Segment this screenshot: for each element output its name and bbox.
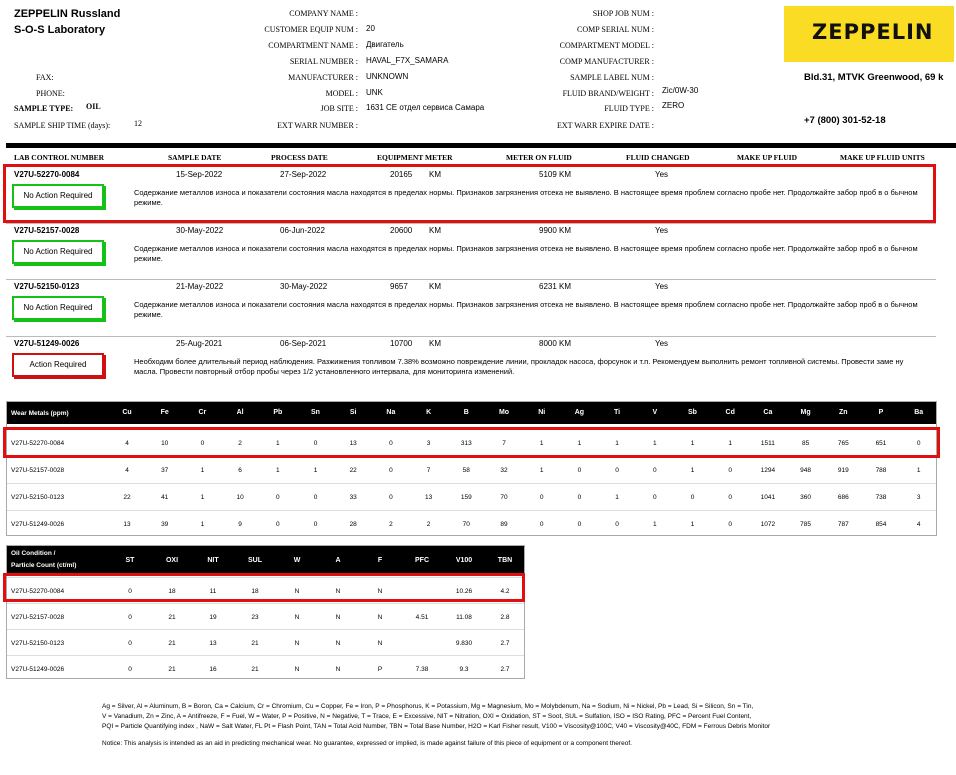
cell-value: 13 [424, 494, 433, 501]
field-label: JOB SITE : [320, 104, 358, 113]
column-header: OXI [165, 557, 179, 564]
col-process-date: PROCESS DATE [271, 153, 328, 162]
cell-value: 0 [389, 440, 393, 447]
cell-value: 1511 [760, 440, 775, 447]
cell-value: 2 [389, 521, 393, 528]
column-header: Fe [160, 409, 169, 416]
comment-text: Содержание металлов износа и показатели состояния масла находятся в пределах нормы. Признаков загрязнения отсека не выявлено. В настоящее время проблем согласно пробе нет. Продолжайте забор проб в о бычном режиме. [134, 300, 918, 319]
table-row [7, 510, 936, 536]
phone-label: PHONE: [36, 89, 65, 98]
meter-unit: KM [429, 170, 441, 179]
equipment-meter: 10700 [390, 339, 413, 348]
fluid-changed: Yes [655, 226, 669, 235]
field-label: COMPARTMENT MODEL : [559, 41, 654, 50]
cell-value: 854 [875, 521, 887, 528]
cell-value: 0 [313, 494, 318, 501]
cell-value: 13 [209, 640, 217, 647]
cell-value: 22 [349, 467, 357, 474]
cell-value: 21 [168, 614, 176, 621]
sample-divider [6, 336, 936, 337]
sample-id: V27U-52150-0123 [11, 640, 65, 647]
cell-value: 3 [916, 494, 921, 501]
cell-value: 4.51 [415, 614, 429, 621]
legend-line-3: PQI = Particle Quantifying index , NaW = Salt Water, FL Pt = Flash Point, TAN = Total Acid Number, TBN = Total Base Number, H2O = Karl Fisher result, V100 = Viscosity@100C, V40 = Viscosity@40C, FDM = Ferrous Debris Monitor [102, 723, 771, 730]
highlight-box-sample [3, 164, 936, 223]
cell-value: 0 [690, 494, 695, 501]
cell-value: 70 [500, 494, 508, 501]
fluid-changed: Yes [655, 170, 669, 179]
cell-value: 39 [161, 521, 169, 528]
col-meter-on-fluid: METER ON FLUID [506, 153, 572, 162]
cell-value: 738 [875, 494, 887, 501]
field-label: EXT WARR EXPIRE DATE : [556, 121, 654, 130]
cell-value: 360 [800, 494, 812, 501]
lab-control-number: V27U-52270-0084 [14, 170, 80, 179]
equipment-meter: 20600 [390, 226, 413, 235]
cell-value: 1 [652, 440, 657, 447]
cell-value: N [294, 640, 300, 647]
fluid-changed: Yes [655, 339, 669, 348]
column-header: Ni [538, 409, 546, 416]
cell-value: 7 [426, 467, 431, 474]
column-header: PFC [415, 557, 429, 564]
sample-divider [6, 223, 936, 224]
cell-value: 0 [128, 666, 132, 673]
field-label: EXT WARR NUMBER : [277, 121, 358, 130]
cell-value: 1 [577, 440, 582, 447]
status-badge: No Action Required [12, 240, 104, 264]
equipment-meter: 20165 [390, 170, 413, 179]
cell-value: 4 [125, 440, 129, 447]
cell-value: N [294, 614, 300, 621]
field-value: 1631 СЕ отдел сервиса Самара [366, 103, 485, 112]
column-header: Cr [198, 409, 207, 416]
cell-value: 21 [168, 640, 176, 647]
cell-value: 18 [251, 588, 259, 595]
cell-value: 1 [539, 467, 544, 474]
column-header: Na [386, 409, 396, 416]
cell-value: 0 [539, 521, 544, 528]
table-title-2: Particle Count (ct/ml) [11, 562, 77, 569]
column-header: Cd [725, 409, 735, 416]
meter-on-fluid: 9900 KM [539, 226, 572, 235]
cell-value: 19 [209, 614, 217, 621]
lab-control-number: V27U-52157-0028 [14, 226, 80, 235]
field-label: SERIAL NUMBER : [289, 57, 358, 66]
cell-value: 0 [389, 467, 393, 474]
cell-value: 787 [837, 521, 849, 528]
cell-value: 0 [652, 467, 657, 474]
cell-value: 1 [690, 467, 695, 474]
cell-value: N [335, 614, 341, 621]
cell-value: 0 [389, 494, 393, 501]
sample-row [6, 282, 936, 334]
sample-id: V27U-52157-0028 [11, 614, 65, 621]
column-header: W [293, 557, 301, 564]
cell-value: 0 [916, 440, 921, 447]
cell-value: 2.7 [500, 640, 510, 647]
cell-value: 11.08 [456, 614, 472, 621]
sample-id: V27U-51249-0026 [11, 521, 65, 528]
fax-label: FAX: [36, 73, 54, 82]
cell-value: 2 [426, 521, 431, 528]
legend-line-2: V = Vanadium, Zn = Zinc, A = Antifreeze, F = Fuel, W = Water, P = Positive, N = Negative, T = Trace, E = Excessive, NIT = Nitration, OXI = Oxidation, ST = Soot, SUL = Sulfation, ISO = ISO Rating, PFC = Percent Fuel Content, [102, 713, 752, 720]
cell-value: 0 [652, 494, 657, 501]
fluid-changed: Yes [655, 282, 669, 291]
cell-value: 85 [801, 440, 810, 447]
cell-value: 0 [577, 494, 582, 501]
notice: Notice: This analysis is intended as an aid in predicting mechanical wear. No guarantee, expressed or implied, is made against failure of this piece of equipment or a component thereof. [102, 740, 632, 747]
address: Bld.31, MTVK Greenwood, 69 k [804, 72, 944, 83]
cell-value: 1 [539, 440, 544, 447]
sample-id: V27U-52270-0084 [11, 440, 65, 447]
cell-value: 0 [275, 494, 280, 501]
cell-value: 0 [615, 521, 619, 528]
column-header: Mg [800, 409, 811, 416]
column-header: Ba [914, 409, 924, 416]
field-value: UNKNOWN [366, 72, 409, 81]
sample-type-label: SAMPLE TYPE: [14, 104, 74, 113]
process-date: 06-Jun-2022 [280, 226, 325, 235]
cell-value: 0 [313, 521, 318, 528]
sample-id: V27U-52157-0028 [11, 467, 65, 474]
column-header: Mo [498, 409, 510, 416]
cell-value: 0 [728, 494, 732, 501]
cell-value: N [335, 640, 341, 647]
cell-value: 1072 [760, 521, 776, 528]
status-badge: No Action Required [12, 184, 104, 208]
column-header: Cu [122, 409, 132, 416]
phone-number: +7 (800) 301-52-18 [804, 115, 886, 126]
cell-value: 0 [275, 521, 280, 528]
highlight-box-wear [3, 427, 940, 458]
cell-value: 1 [313, 467, 318, 474]
table-row [7, 629, 524, 655]
cell-value: 37 [161, 467, 169, 474]
highlight-box-oil [3, 573, 525, 602]
wear-metals-table [6, 401, 937, 536]
cell-value: N [377, 614, 383, 621]
sample-date: 25-Aug-2021 [176, 339, 223, 348]
cell-value: P [377, 666, 383, 673]
cell-value: 1 [690, 440, 695, 447]
cell-value: 10.26 [455, 588, 473, 595]
cell-value: N [294, 666, 300, 673]
cell-value: 89 [500, 521, 508, 528]
cell-value: 1 [615, 440, 619, 447]
cell-value: 948 [800, 467, 812, 474]
cell-value: 0 [128, 614, 132, 621]
cell-value: 1 [200, 467, 205, 474]
column-header: V [652, 409, 658, 416]
lab-name: S-O-S Laboratory [14, 24, 106, 36]
field-value: Двигатель [366, 40, 404, 49]
cell-value: 1 [200, 494, 205, 501]
cell-value: 9.830 [455, 640, 473, 647]
field-label: FLUID TYPE : [604, 104, 654, 113]
cell-value: 21 [168, 666, 176, 673]
field-label: COMPARTMENT NAME : [268, 41, 358, 50]
cell-value: 919 [837, 467, 849, 474]
process-date: 27-Sep-2022 [280, 170, 327, 179]
table-title: Oil Condition / [11, 550, 56, 557]
table-row [7, 456, 936, 482]
sample-type-value: OIL [86, 102, 101, 111]
cell-value: 0 [577, 467, 582, 474]
cell-value: 4 [916, 521, 921, 528]
zeppelin-logo: ZEPPELIN [784, 6, 954, 62]
header-divider [6, 143, 956, 148]
cell-value: 1 [200, 521, 205, 528]
table-row [7, 655, 524, 681]
cell-value: 41 [161, 494, 169, 501]
column-header: Sn [311, 409, 320, 416]
meter-on-fluid: 5109 KM [539, 170, 572, 179]
field-value: 20 [366, 24, 375, 33]
meter-on-fluid: 6231 KM [539, 282, 572, 291]
status-badge: Action Required [12, 353, 104, 377]
cell-value: N [294, 588, 300, 595]
col-equipment-meter: EQUIPMENT METER [377, 153, 453, 162]
column-header: Ti [614, 409, 621, 416]
company-name: ZEPPELIN Russland [14, 8, 121, 20]
column-header: ST [125, 557, 135, 564]
cell-value: 9.3 [459, 666, 469, 673]
cell-value: 0 [313, 440, 318, 447]
column-header: Si [349, 409, 357, 416]
column-header: SUL [248, 557, 262, 564]
field-label: MANUFACTURER : [288, 73, 358, 82]
sample-date: 15-Sep-2022 [176, 170, 223, 179]
cell-value: 2.7 [500, 666, 510, 673]
cell-value: 4 [125, 467, 129, 474]
sample-id: V27U-52270-0084 [11, 588, 65, 595]
ship-time-value: 12 [134, 119, 142, 128]
field-value: HAVAL_F7X_SAMARA [366, 56, 449, 65]
sample-id: V27U-52150-0123 [11, 494, 65, 501]
col-fluid-changed: FLUID CHANGED [626, 153, 690, 162]
cell-value: 10 [236, 494, 244, 501]
cell-value: 58 [462, 467, 470, 474]
field-label: MODEL : [325, 89, 358, 98]
cell-value: 1 [728, 440, 732, 447]
column-header: V100 [455, 557, 473, 564]
field-label: COMPANY NAME : [289, 9, 358, 18]
sample-divider [6, 279, 936, 280]
cell-value: 32 [500, 467, 508, 474]
cell-value: 0 [615, 467, 619, 474]
sample-row [6, 339, 936, 391]
cell-value: 6 [238, 467, 242, 474]
cell-value: 3 [426, 440, 431, 447]
table-header [7, 546, 524, 574]
cell-value: 4.2 [500, 588, 510, 595]
comment-text: Необходим более длительный период наблюдения. Разжижения топливом 7.38% возможно повреждение линии, прокладок насоса, форсунок и т.п. Рекомендуем выполнить ремонт топливной системы. Провести заме ну масла. Провести повторный отбор пробы через 1/2 установленного интервала, для мониторинга изменений. [134, 357, 904, 376]
field-value: UNK [366, 88, 383, 97]
cell-value: 23 [251, 614, 259, 621]
column-header: NIT [207, 557, 219, 564]
sample-id: V27U-51249-0026 [11, 666, 65, 673]
column-header: P [878, 409, 884, 416]
field-value: Zic/0W-30 [662, 86, 699, 95]
cell-value: 2 [238, 440, 242, 447]
column-header: Sb [688, 409, 697, 416]
table-title: Wear Metals (ppm) [11, 410, 69, 417]
cell-value: 1 [916, 467, 921, 474]
cell-value: 686 [837, 494, 849, 501]
cell-value: 0 [128, 640, 132, 647]
process-date: 30-May-2022 [280, 282, 328, 291]
cell-value: 0 [577, 521, 582, 528]
cell-value: N [377, 588, 383, 595]
process-date: 06-Sep-2021 [280, 339, 327, 348]
column-header: A [335, 557, 341, 564]
comment-text: Содержание металлов износа и показатели состояния масла находятся в пределах нормы. Признаков загрязнения отсека не выявлено. В настоящее время проблем согласно пробе нет. Продолжайте забор проб в о бычном режиме. [134, 244, 918, 263]
cell-value: 11 [209, 588, 217, 595]
column-header: Pb [273, 409, 283, 416]
cell-value: 7.38 [415, 666, 429, 673]
column-header: K [426, 409, 432, 416]
sample-row [6, 226, 936, 278]
cell-value: 1 [652, 521, 657, 528]
sample-date: 21-May-2022 [176, 282, 224, 291]
cell-value: N [377, 640, 383, 647]
column-header: Al [236, 409, 244, 416]
cell-value: N [335, 666, 341, 673]
cell-value: 0 [200, 440, 205, 447]
field-label: COMP SERIAL NUM : [577, 25, 654, 34]
field-label: FLUID BRAND/WEIGHT : [562, 89, 654, 98]
cell-value: 7 [502, 440, 506, 447]
sample-date: 30-May-2022 [176, 226, 224, 235]
comment-text: Содержание металлов износа и показатели состояния масла находятся в пределах нормы. Признаков загрязнения отсека не выявлено. В настоящее время проблем согласно пробе нет. Продолжайте забор проб в о бычном режиме. [134, 188, 918, 207]
field-label: COMP MANUFACTURER : [559, 57, 654, 66]
cell-value: 21 [251, 666, 259, 673]
cell-value: N [335, 588, 341, 595]
cell-value: 1 [690, 521, 695, 528]
cell-value: 18 [168, 588, 176, 595]
column-header: Ag [574, 409, 585, 416]
ship-time-label: SAMPLE SHIP TIME (days): [14, 121, 111, 130]
col-sample-date: SAMPLE DATE [168, 153, 222, 162]
meter-unit: KM [429, 339, 441, 348]
table-header [7, 402, 936, 424]
column-header: B [463, 409, 469, 416]
cell-value: 0 [539, 494, 544, 501]
col-lab-control: LAB CONTROL NUMBER [14, 153, 105, 162]
cell-value: 9 [238, 521, 242, 528]
legend-line-1: Ag = Silver, Al = Aluminum, B = Boron, Ca = Calcium, Cr = Chromium, Cu = Copper, Fe = Iron, P = Phosphorus, K = Potassium, Mg = Magnesium, Mo = Molybdenum, Na = Sodium, Ni = Nickel, Pb = Lead, Si = Silicon, Sn = Tin, [102, 703, 754, 710]
cell-value: 0 [728, 467, 732, 474]
col-make-up-fluid: MAKE UP FLUID [737, 153, 797, 162]
cell-value: 1 [615, 494, 619, 501]
cell-value: 2.8 [500, 614, 510, 621]
cell-value: 788 [875, 467, 887, 474]
cell-value: 765 [837, 440, 849, 447]
field-label: SHOP JOB NUM : [592, 9, 654, 18]
column-header: F [377, 557, 383, 564]
table-row [7, 483, 936, 509]
status-badge: No Action Required [12, 296, 104, 320]
meter-unit: KM [429, 226, 441, 235]
cell-value: 1 [275, 467, 280, 474]
cell-value: 0 [128, 588, 132, 595]
meter-on-fluid: 8000 KM [539, 339, 572, 348]
cell-value: 313 [460, 440, 472, 447]
cell-value: 10 [161, 440, 169, 447]
lab-control-number: V27U-51249-0026 [14, 339, 80, 348]
oil-condition-table [6, 545, 525, 679]
cell-value: 28 [349, 521, 357, 528]
column-header: Ca [763, 409, 773, 416]
cell-value: 1041 [760, 494, 776, 501]
cell-value: 1294 [760, 467, 776, 474]
cell-value: 70 [462, 521, 470, 528]
col-make-up-fluid-units: MAKE UP FLUID UNITS [840, 153, 925, 162]
column-header: TBN [497, 557, 513, 564]
lab-control-number: V27U-52150-0123 [14, 282, 80, 291]
cell-value: 0 [728, 521, 732, 528]
cell-value: 33 [349, 494, 357, 501]
meter-unit: KM [429, 282, 441, 291]
cell-value: 651 [875, 440, 887, 447]
cell-value: 13 [123, 521, 131, 528]
field-label: CUSTOMER EQUIP NUM : [264, 25, 358, 34]
cell-value: 13 [349, 440, 357, 447]
cell-value: 159 [460, 494, 472, 501]
cell-value: 785 [800, 521, 812, 528]
cell-value: 21 [251, 640, 259, 647]
equipment-meter: 9657 [390, 282, 408, 291]
cell-value: 1 [275, 440, 280, 447]
cell-value: 16 [209, 666, 217, 673]
field-label: SAMPLE LABEL NUM : [570, 73, 654, 82]
field-value: ZERO [662, 101, 685, 110]
table-row [7, 603, 524, 629]
column-header: Zn [839, 409, 848, 416]
cell-value: 22 [123, 494, 131, 501]
